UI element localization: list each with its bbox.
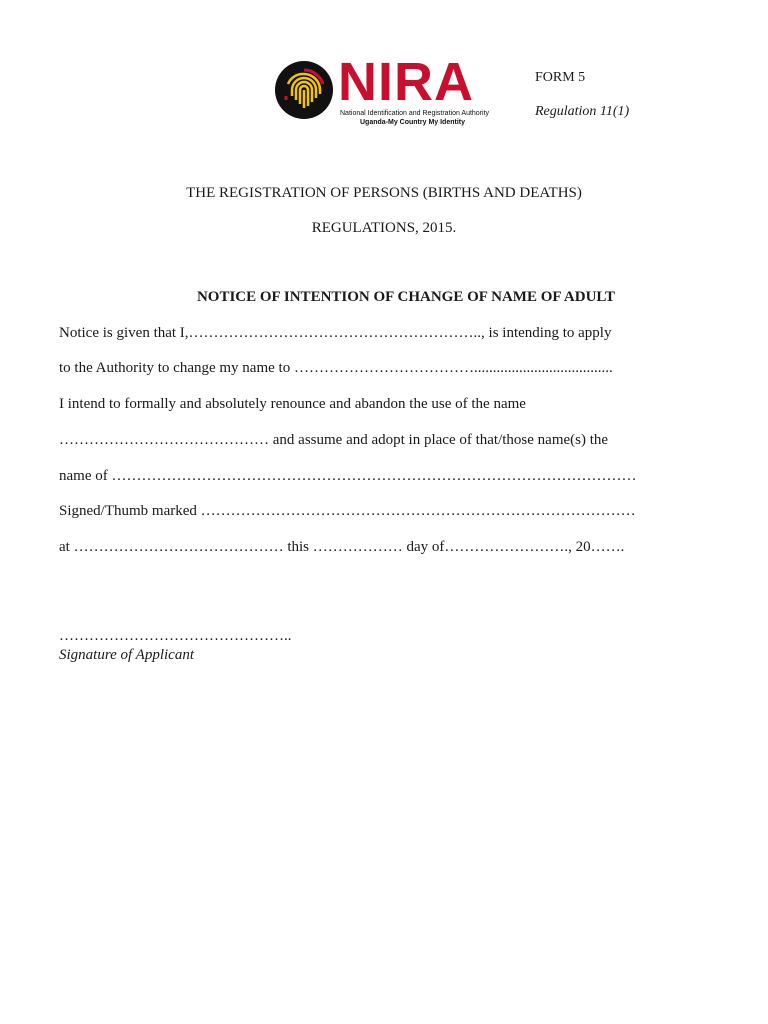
body-line-6: Signed/Thumb marked …………………………………………………………………………… <box>59 503 636 519</box>
form-number: FORM 5 <box>535 70 586 85</box>
body-line-7: at …………………………………… this ……………… day of……………………., 20……. <box>59 539 625 555</box>
body-line-3: I intend to formally and absolutely renounce and abandon the use of the name <box>59 396 526 412</box>
signature-label: Signature of Applicant <box>59 647 194 663</box>
logo-motto: Uganda-My Country My Identity <box>360 119 466 126</box>
body-line-5: name of …………………………………………………………………………………………… <box>59 468 637 484</box>
signature-line: ……………………………………….. <box>59 628 292 644</box>
body-line-4: …………………………………… and assume and adopt in place of that/those name(s) the <box>59 432 609 448</box>
title-line-2: REGULATIONS, 2015. <box>311 220 457 236</box>
body-line-2: to the Authority to change my name to ………………………………..................................... <box>59 360 613 376</box>
fingerprint-emblem-icon <box>274 60 334 120</box>
logo-tagline: National Identification and Registration Authority <box>340 110 490 117</box>
body-line-1: Notice is given that I,………………………………………………….., is intending to apply <box>59 325 612 341</box>
logo-wordmark: NIRA <box>338 52 474 112</box>
title-line-1: THE REGISTRATION OF PERSONS (BIRTHS AND DEATHS) <box>186 185 582 201</box>
nira-logo <box>274 52 496 130</box>
form-heading: NOTICE OF INTENTION OF CHANGE OF NAME OF ADULT <box>196 289 616 305</box>
regulation-reference: Regulation 11(1) <box>535 104 630 119</box>
